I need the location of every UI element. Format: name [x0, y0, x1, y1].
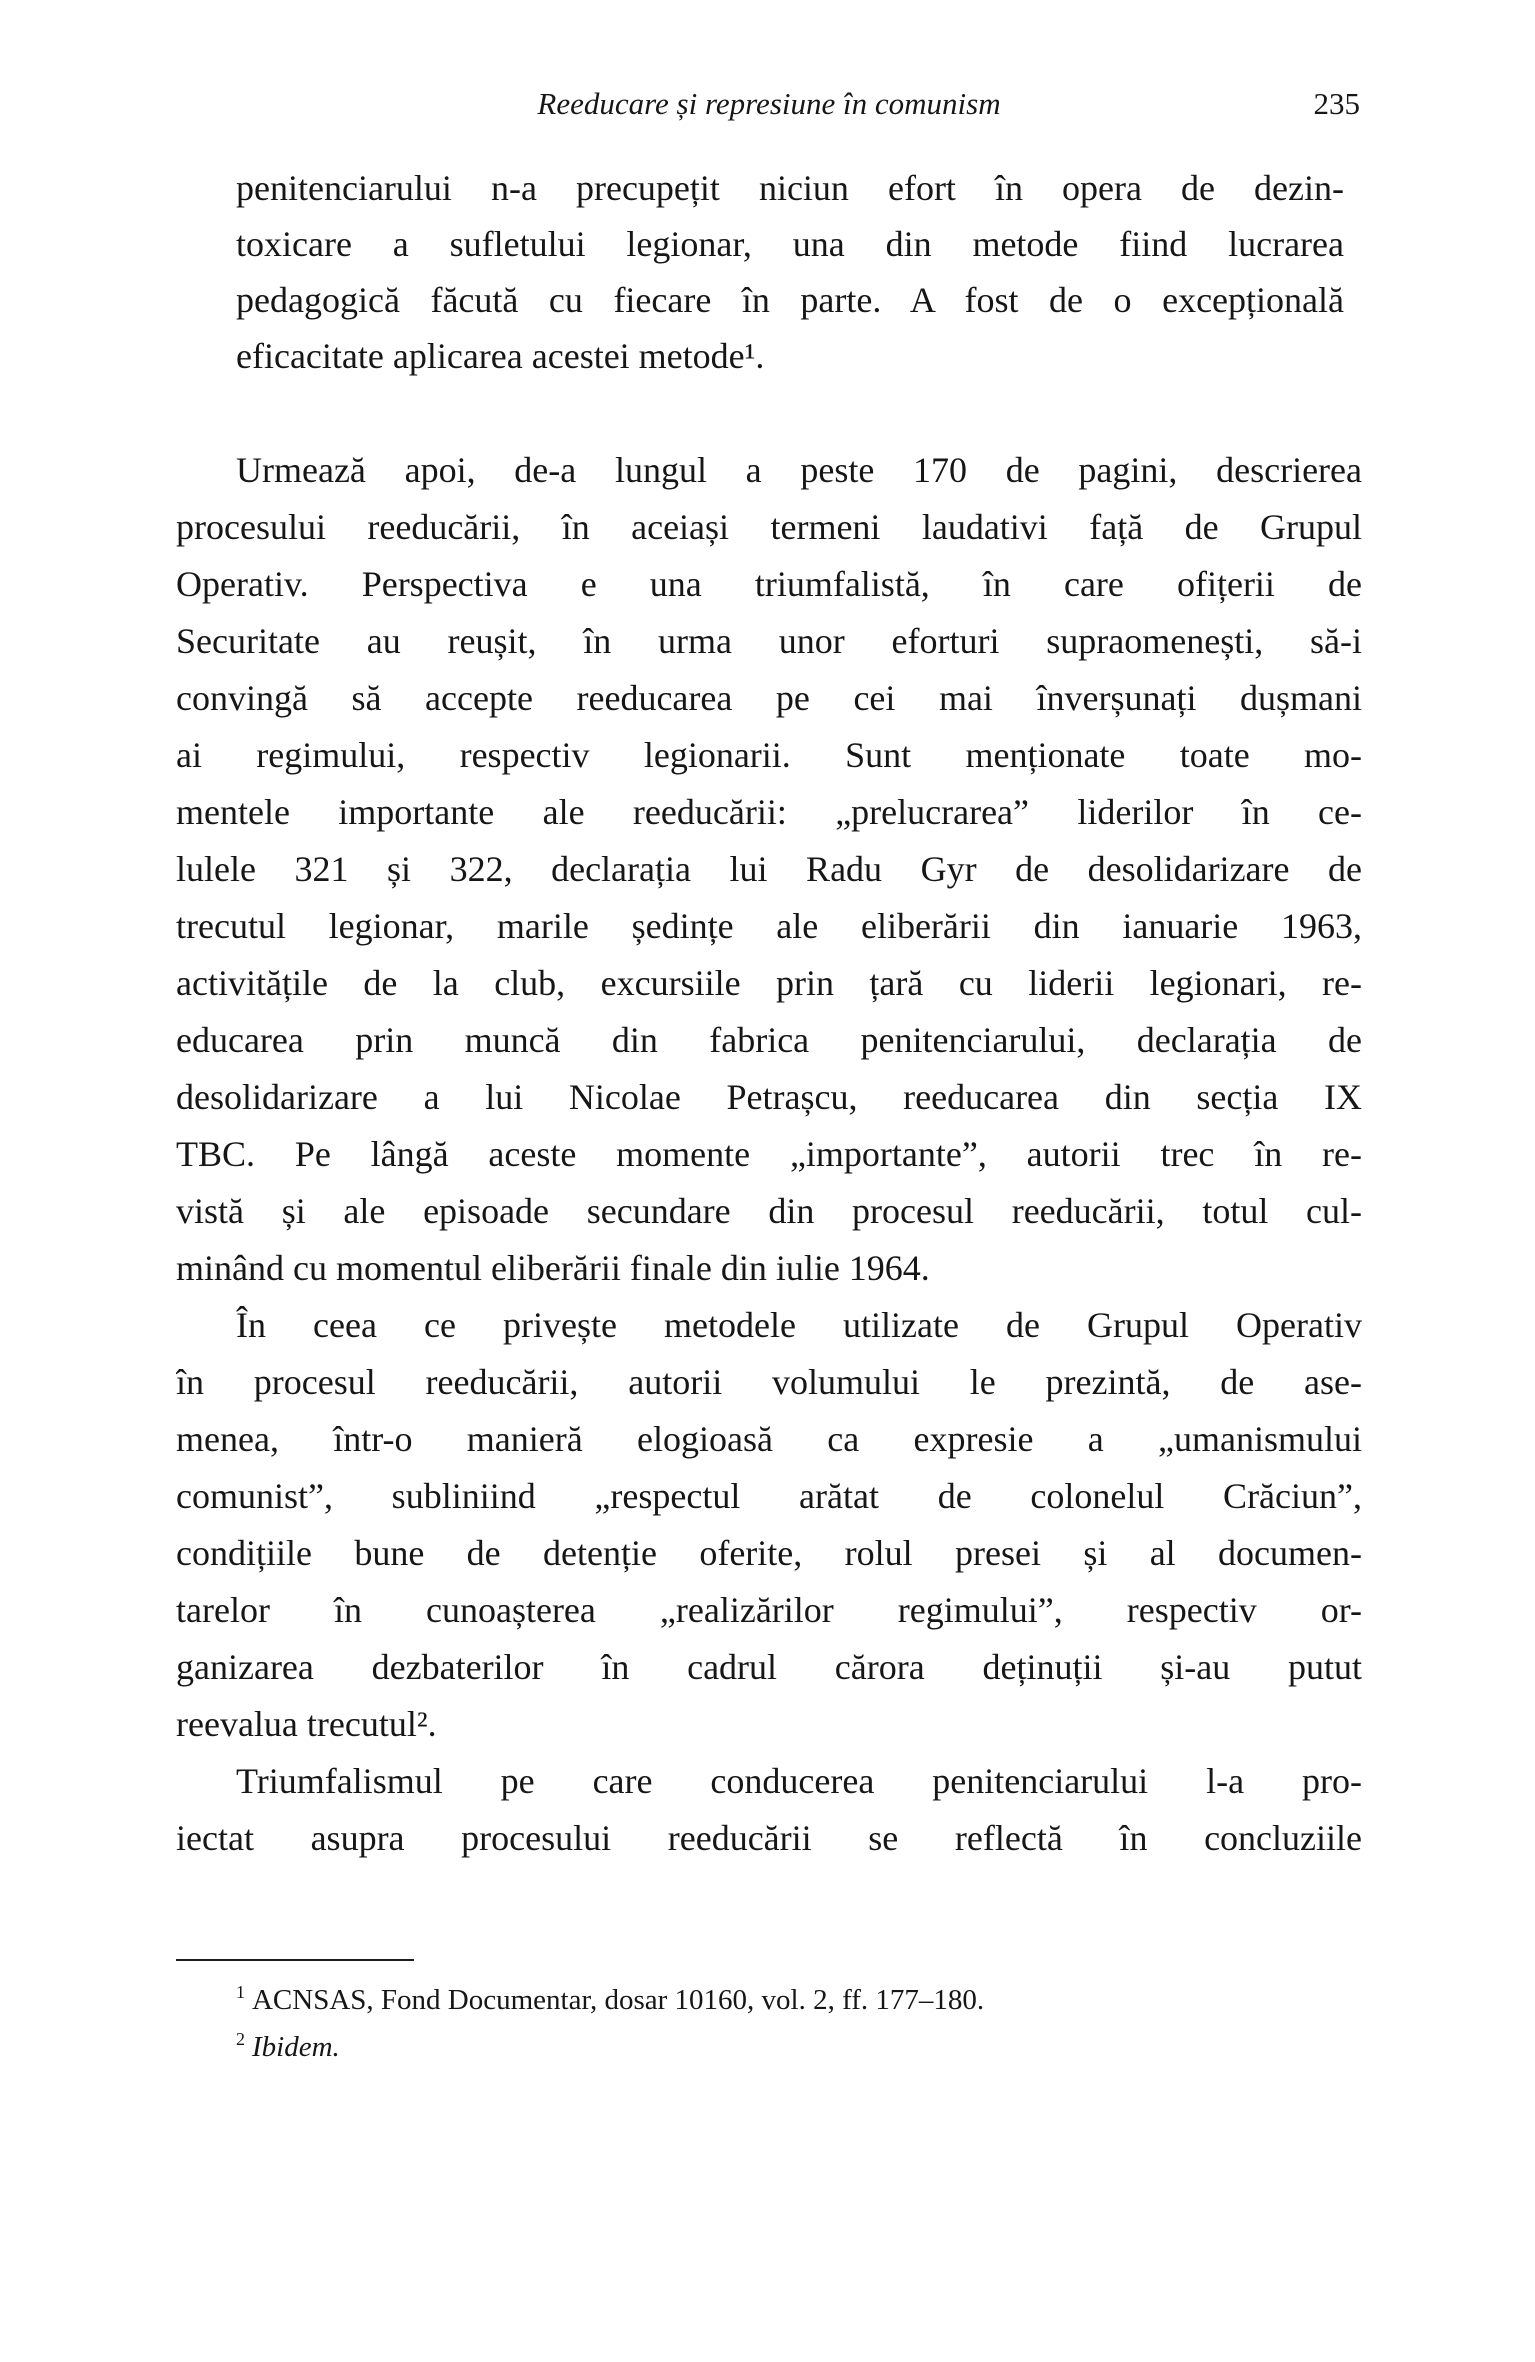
text-line: condițiile bune de detenție oferite, rolul presei și al documen- — [176, 1533, 1362, 1573]
paragraph — [176, 1753, 1362, 1867]
text-line: eficacitate aplicarea acestei metode¹. — [236, 336, 765, 376]
text-line: TBC. Pe lângă aceste momente „importante”, autorii trec în re- — [176, 1134, 1362, 1174]
text-line: vistă și ale episoade secundare din procesul reeducării, totul cul- — [176, 1191, 1362, 1231]
block-quote — [236, 160, 1344, 384]
page-number: 235 — [1313, 86, 1360, 121]
text-line: trecutul legionar, marile ședințe ale eliberării din ianuarie 1963, — [176, 906, 1362, 946]
paragraph — [176, 442, 1362, 1297]
footnote-area — [176, 1959, 1362, 2071]
running-head — [176, 84, 1362, 124]
footnote — [176, 2024, 1362, 2071]
text-line: reevalua trecutul². — [176, 1704, 437, 1744]
text-line: convingă să accepte reeducarea pe cei mai înverșunați dușmani — [176, 678, 1362, 718]
footnote-marker: 2 — [236, 2029, 245, 2050]
text-line: Triumfalismul pe care conducerea penitenciarului l-a pro- — [236, 1761, 1362, 1801]
text-line: minând cu momentul eliberării finale din iulie 1964. — [176, 1248, 930, 1288]
page-content — [176, 84, 1362, 2071]
text-line: în procesul reeducării, autorii volumului le prezintă, de ase- — [176, 1362, 1362, 1402]
text-line: toxicare a sufletului legionar, una din metode fiind lucrarea — [236, 224, 1344, 264]
text-line: educarea prin muncă din fabrica penitenciarului, declarația de — [176, 1020, 1362, 1060]
body-text — [176, 160, 1362, 2071]
text-line: Urmează apoi, de-a lungul a peste 170 de pagini, descrierea — [236, 450, 1362, 490]
footnote-text: ACNSAS, Fond Documentar, dosar 10160, vol. 2, ff. 177–180. — [251, 1984, 985, 2016]
text-line: menea, într-o manieră elogioasă ca expresie a „umanismului — [176, 1419, 1362, 1459]
text-line: desolidarizare a lui Nicolae Petrașcu, reeducarea din secția IX — [176, 1077, 1362, 1117]
text-line: comunist”, subliniind „respectul arătat de colonelul Crăciun”, — [176, 1476, 1362, 1516]
text-line: În ceea ce privește metodele utilizate de Grupul Operativ — [236, 1305, 1362, 1345]
text-line: iectat asupra procesului reeducării se reflectă în concluziile — [176, 1818, 1362, 1858]
text-line: penitenciarului n-a precupețit niciun efort în opera de dezin- — [236, 168, 1344, 208]
text-line: Securitate au reușit, în urma unor eforturi supraomenești, să-i — [176, 621, 1362, 661]
text-line: tarelor în cunoașterea „realizărilor regimului”, respectiv or- — [176, 1590, 1362, 1630]
footnote — [176, 1977, 1362, 2024]
text-line: lulele 321 și 322, declarația lui Radu Gyr de desolidarizare de — [176, 849, 1362, 889]
running-head-title: Reeducare și represiune în comunism — [537, 86, 1001, 121]
paragraph — [176, 1297, 1362, 1753]
text-line: Operativ. Perspectiva e una triumfalistă, în care ofițerii de — [176, 564, 1362, 604]
text-line: pedagogică făcută cu fiecare în parte. A fost de o excepțională — [236, 280, 1344, 320]
text-line: procesului reeducării, în aceiași termeni laudativi față de Grupul — [176, 507, 1362, 547]
footnote-marker: 1 — [236, 1982, 245, 2003]
text-line: mentele importante ale reeducării: „prelucrarea” liderilor în ce- — [176, 792, 1362, 832]
text-line: activitățile de la club, excursiile prin țară cu liderii legionari, re- — [176, 963, 1362, 1003]
text-line: ganizarea dezbaterilor în cadrul cărora deținuții și-au putut — [176, 1647, 1362, 1687]
text-line: ai regimului, respectiv legionarii. Sunt menționate toate mo- — [176, 735, 1362, 775]
footnote-rule — [176, 1959, 414, 1961]
footnote-text: Ibidem. — [251, 2031, 340, 2063]
